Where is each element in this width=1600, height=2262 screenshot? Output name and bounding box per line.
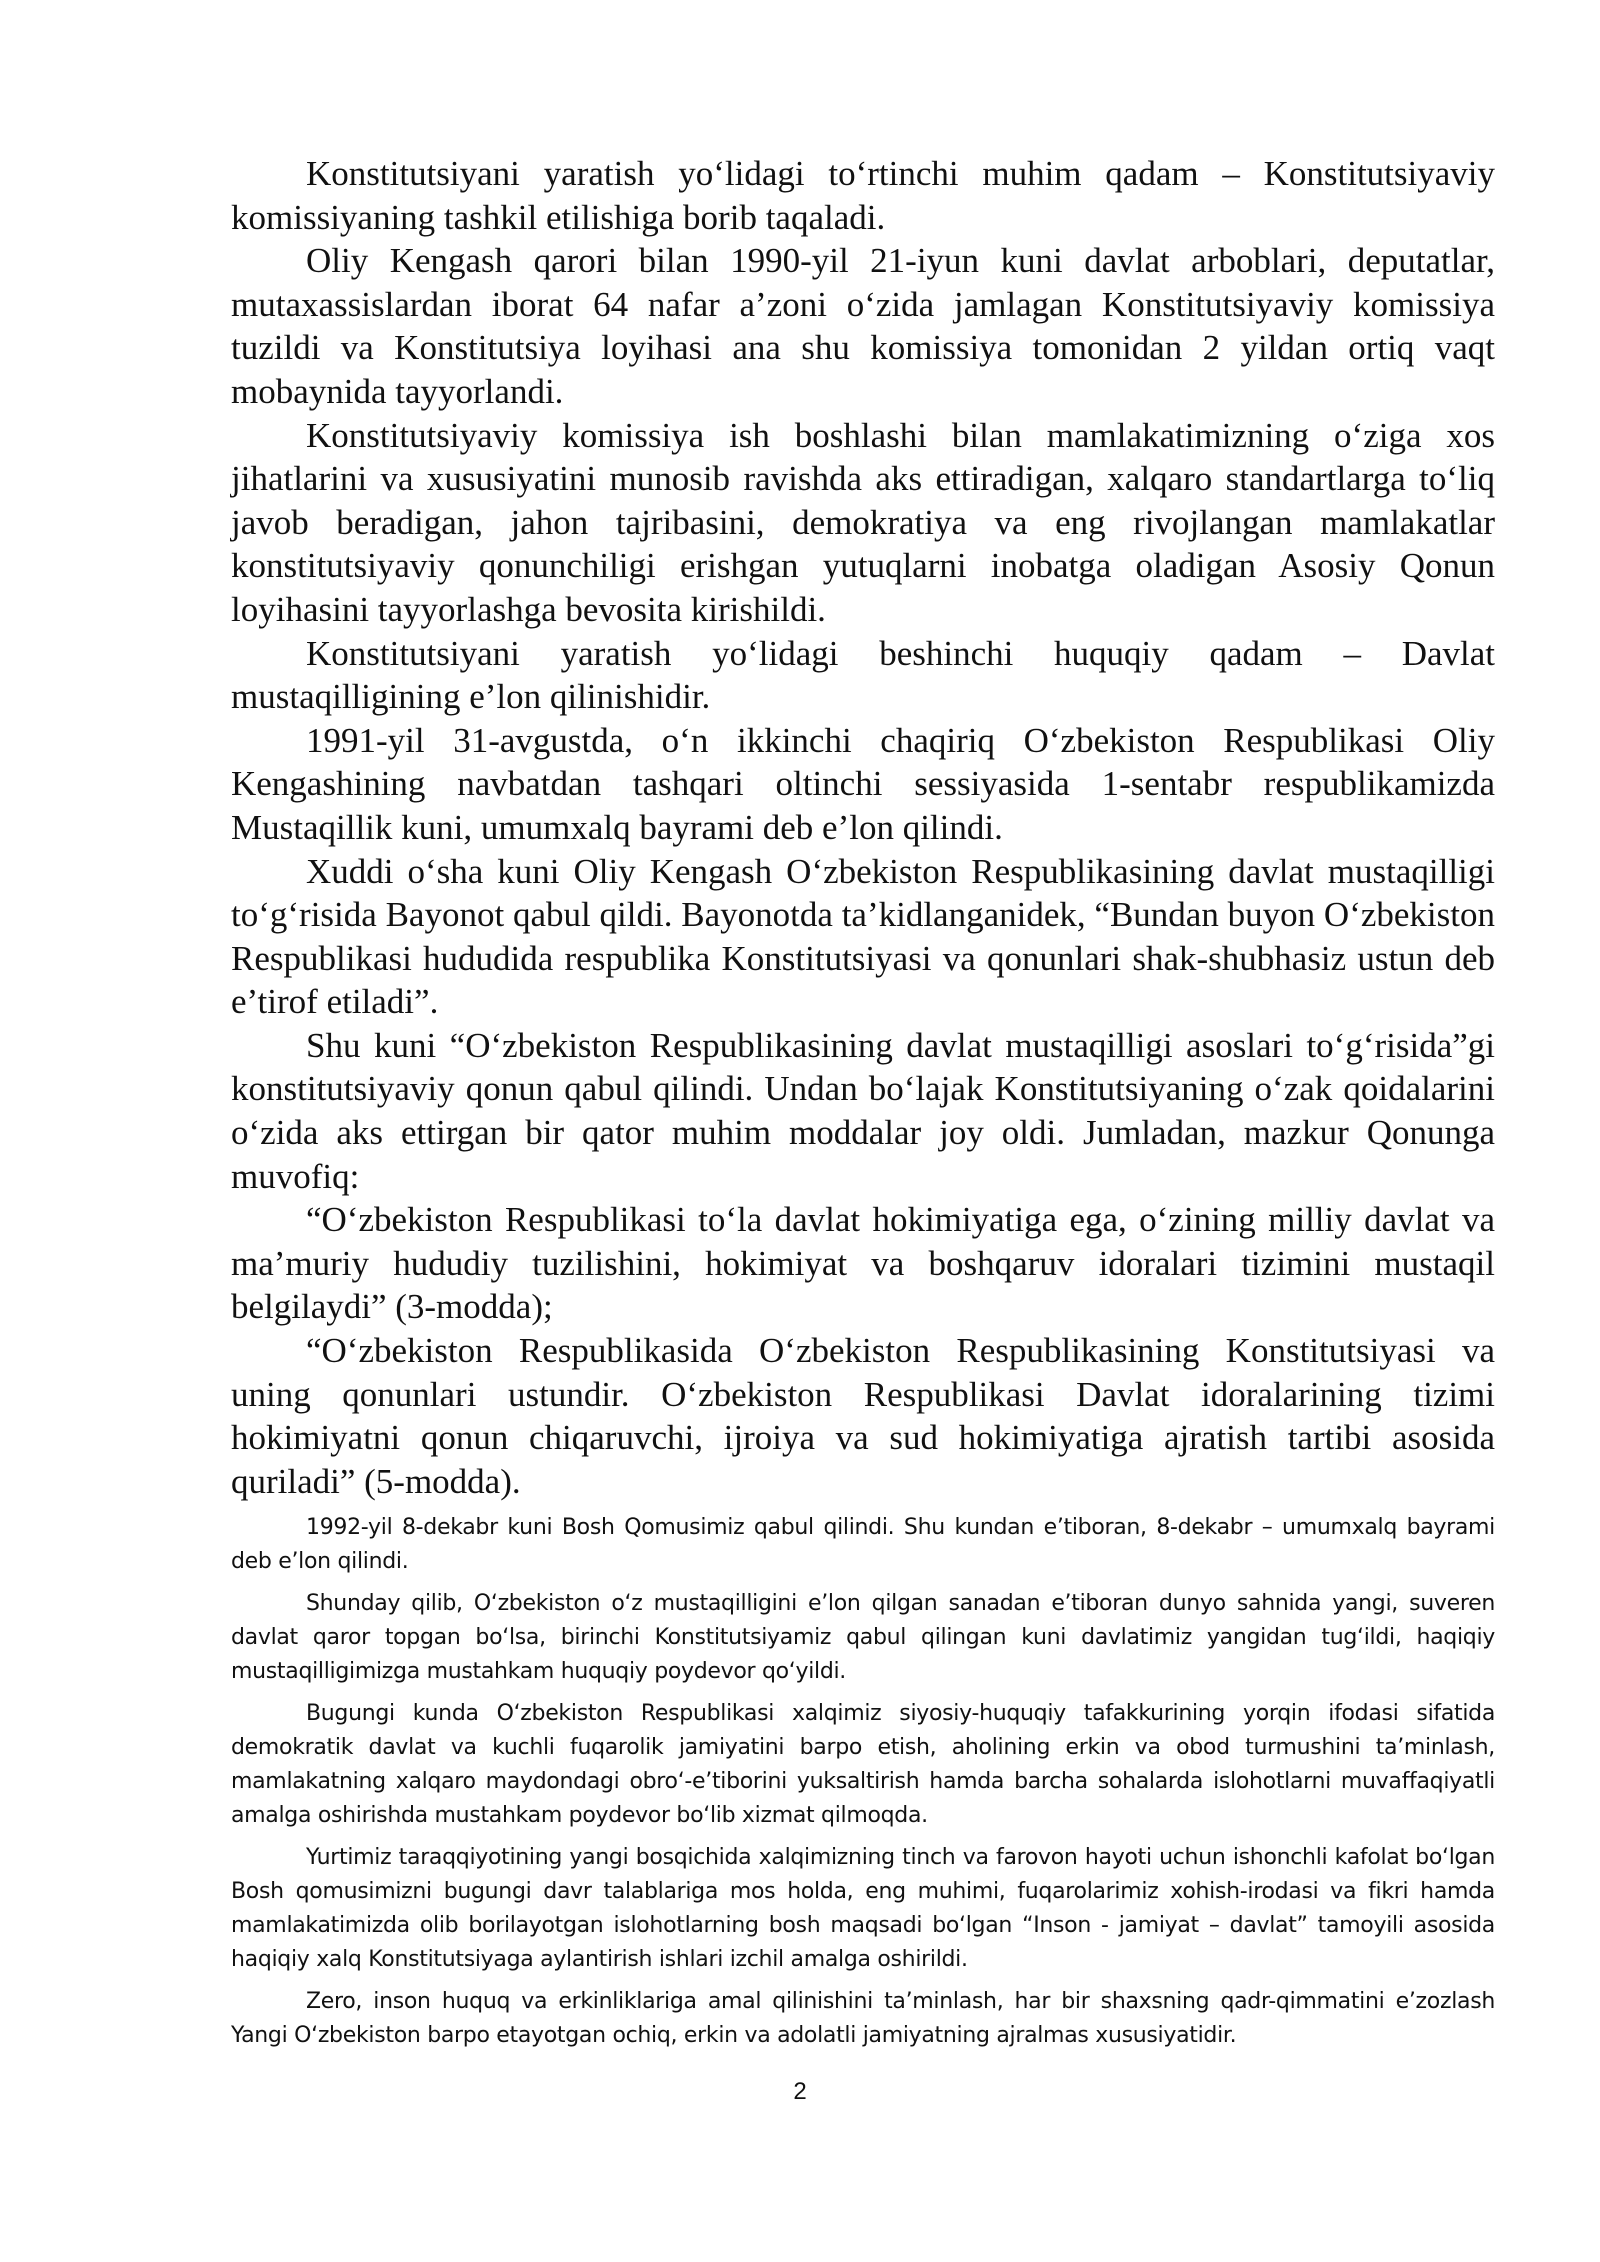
body-paragraph: Konstitutsiyani yaratish yo‘lidagi beshinchi huquqiy qadam – Davlat mustaqilligining e’lon qilinishidir. — [231, 633, 1495, 717]
quoted-article-paragraph: “O‘zbekiston Respublikasida O‘zbekiston Respublikasining Konstitutsiyasi va uning qonunlari ustundir. O‘zbekiston Respublikasi Davlat idoralarining tizimi hokimiyatni qonun chiqaruvchi, ijroiya va sud hokimiyatiga ajratish tartibi asosida quriladi” (5-modda). — [231, 1331, 1495, 1501]
sans-text-section — [231, 1511, 1495, 2053]
body-paragraph: Xuddi o‘sha kuni Oliy Kengash O‘zbekiston Respublikasining davlat mustaqilligi to‘g‘risida Bayonot qabul qildi. Bayonotda ta’kidlanganidek, “Bundan buyon O‘zbekiston Respublikasi hududida respublika Konstitutsiyasi va qonunlari shak-shubhasiz ustun deb e’tirof etiladi”. — [231, 851, 1495, 1022]
quoted-article-paragraph: “O‘zbekiston Respublikasi to‘la davlat hokimiyatiga ega, o‘zining milliy davlat va ma’muriy hududiy tuzilishini, hokimiyat va boshqaruv idoralari tizimini mustaqil belgilaydi” (3-modda); — [231, 1200, 1495, 1327]
small-paragraph: Shunday qilib, O‘zbekiston o‘z mustaqilligini e’lon qilgan sanadan e’tiboran dunyo sahnida yangi, suveren davlat qaror topgan bo‘lsa, birinchi Konstitutsiyamiz qabul qilingan kuni davlatimiz yangidan tug‘ildi, haqiqiy mustaqilligimizga mustahkam huquqiy poydevor qo‘yildi. — [231, 1591, 1495, 1685]
body-paragraph: Oliy Kengash qarori bilan 1990-yil 21-iyun kuni davlat arboblari, deputatlar, mutaxassislardan iborat 64 nafar a’zoni o‘zida jamlagan Konstitutsiyaviy komissiya tuzildi va Konstitutsiya loyihasi ana shu komissiya tomonidan 2 yildan ortiq vaqt mobaynida tayyorlandi. — [231, 241, 1495, 411]
body-paragraph: Shu kuni “O‘zbekiston Respublikasining davlat mustaqilligi asoslari to‘g‘risida”gi konstitutsiyaviy qonun qabul qilindi. Undan bo‘lajak Konstitutsiyaning o‘zak qoidalarini o‘zida aks ettirgan bir qator muhim moddalar joy oldi. Jumladan, mazkur Qonunga muvofiq: — [231, 1025, 1495, 1196]
small-paragraph: Zero, inson huquq va erkinliklariga amal qilinishini ta’minlash, har bir shaxsning qadr-qimmatini e’zozlash Yangi O‘zbekiston barpo etayotgan ochiq, erkin va adolatli jamiyatning ajralmas xususiyatidir. — [231, 1989, 1495, 2049]
body-paragraph: Konstitutsiyani yaratish yo‘lidagi to‘rtinchi muhim qadam – Konstitutsiyaviy komissiyaning tashkil etilishiga borib taqaladi. — [231, 154, 1495, 237]
small-paragraph: 1992-yil 8-dekabr kuni Bosh Qomusimiz qabul qilindi. Shu kundan e’tiboran, 8-dekabr – umumxalq bayrami deb e’lon qilindi. — [231, 1515, 1495, 1575]
page-number: 2 — [793, 2078, 807, 2105]
small-paragraph: Yurtimiz taraqqiyotining yangi bosqichida xalqimizning tinch va farovon hayoti uchun ishonchli kafolat bo‘lgan Bosh qomusimizni bugungi davr talablariga mos holda, eng muhimi, fuqarolarimiz xohish-irodasi va fikri hamda mamlakatimizda olib borilayotgan islohotlarning bosh maqsadi bo‘lgan “Inson - jamiyat – davlat” tamoyili asosida haqiqiy xalq Konstitutsiyaga aylantirish ishlari izchil amalga oshirildi. — [231, 1845, 1495, 1973]
body-paragraph: 1991-yil 31-avgustda, o‘n ikkinchi chaqiriq O‘zbekiston Respublikasi Oliy Kengashining navbatdan tashqari oltinchi sessiyasida 1-sentabr respublikamizda Mustaqillik kuni, umumxalq bayrami deb e’lon qilindi. — [231, 720, 1495, 847]
body-paragraph: Konstitutsiyaviy komissiya ish boshlashi bilan mamlakatimizning o‘ziga xos jihatlarini va xususiyatini munosib ravishda aks ettiradigan, xalqaro standartlarga to‘liq javob beradigan, jahon tajribasini, demokratiya va eng rivojlangan mamlakatlar konstitutsiyaviy qonunchiligi erishgan yutuqlarni inobatga oladigan Asosiy Qonun loyihasini tayyorlashga bevosita kirishildi. — [231, 415, 1495, 629]
page-body — [231, 152, 1495, 2061]
small-paragraph: Bugungi kunda O‘zbekiston Respublikasi xalqimiz siyosiy-huquqiy tafakkurining yorqin ifodasi sifatida demokratik davlat va kuchli fuqarolik jamiyatini barpo etish, aholining erkin va obod turmushini ta’minlash, mamlakatning xalqaro maydondagi obro‘-e’tiborini yuksaltirish hamda barcha sohalarda islohotlarni muvaffaqiyatli amalga oshirishda mustahkam poydevor bo‘lib xizmat qilmoqda. — [231, 1701, 1495, 1829]
